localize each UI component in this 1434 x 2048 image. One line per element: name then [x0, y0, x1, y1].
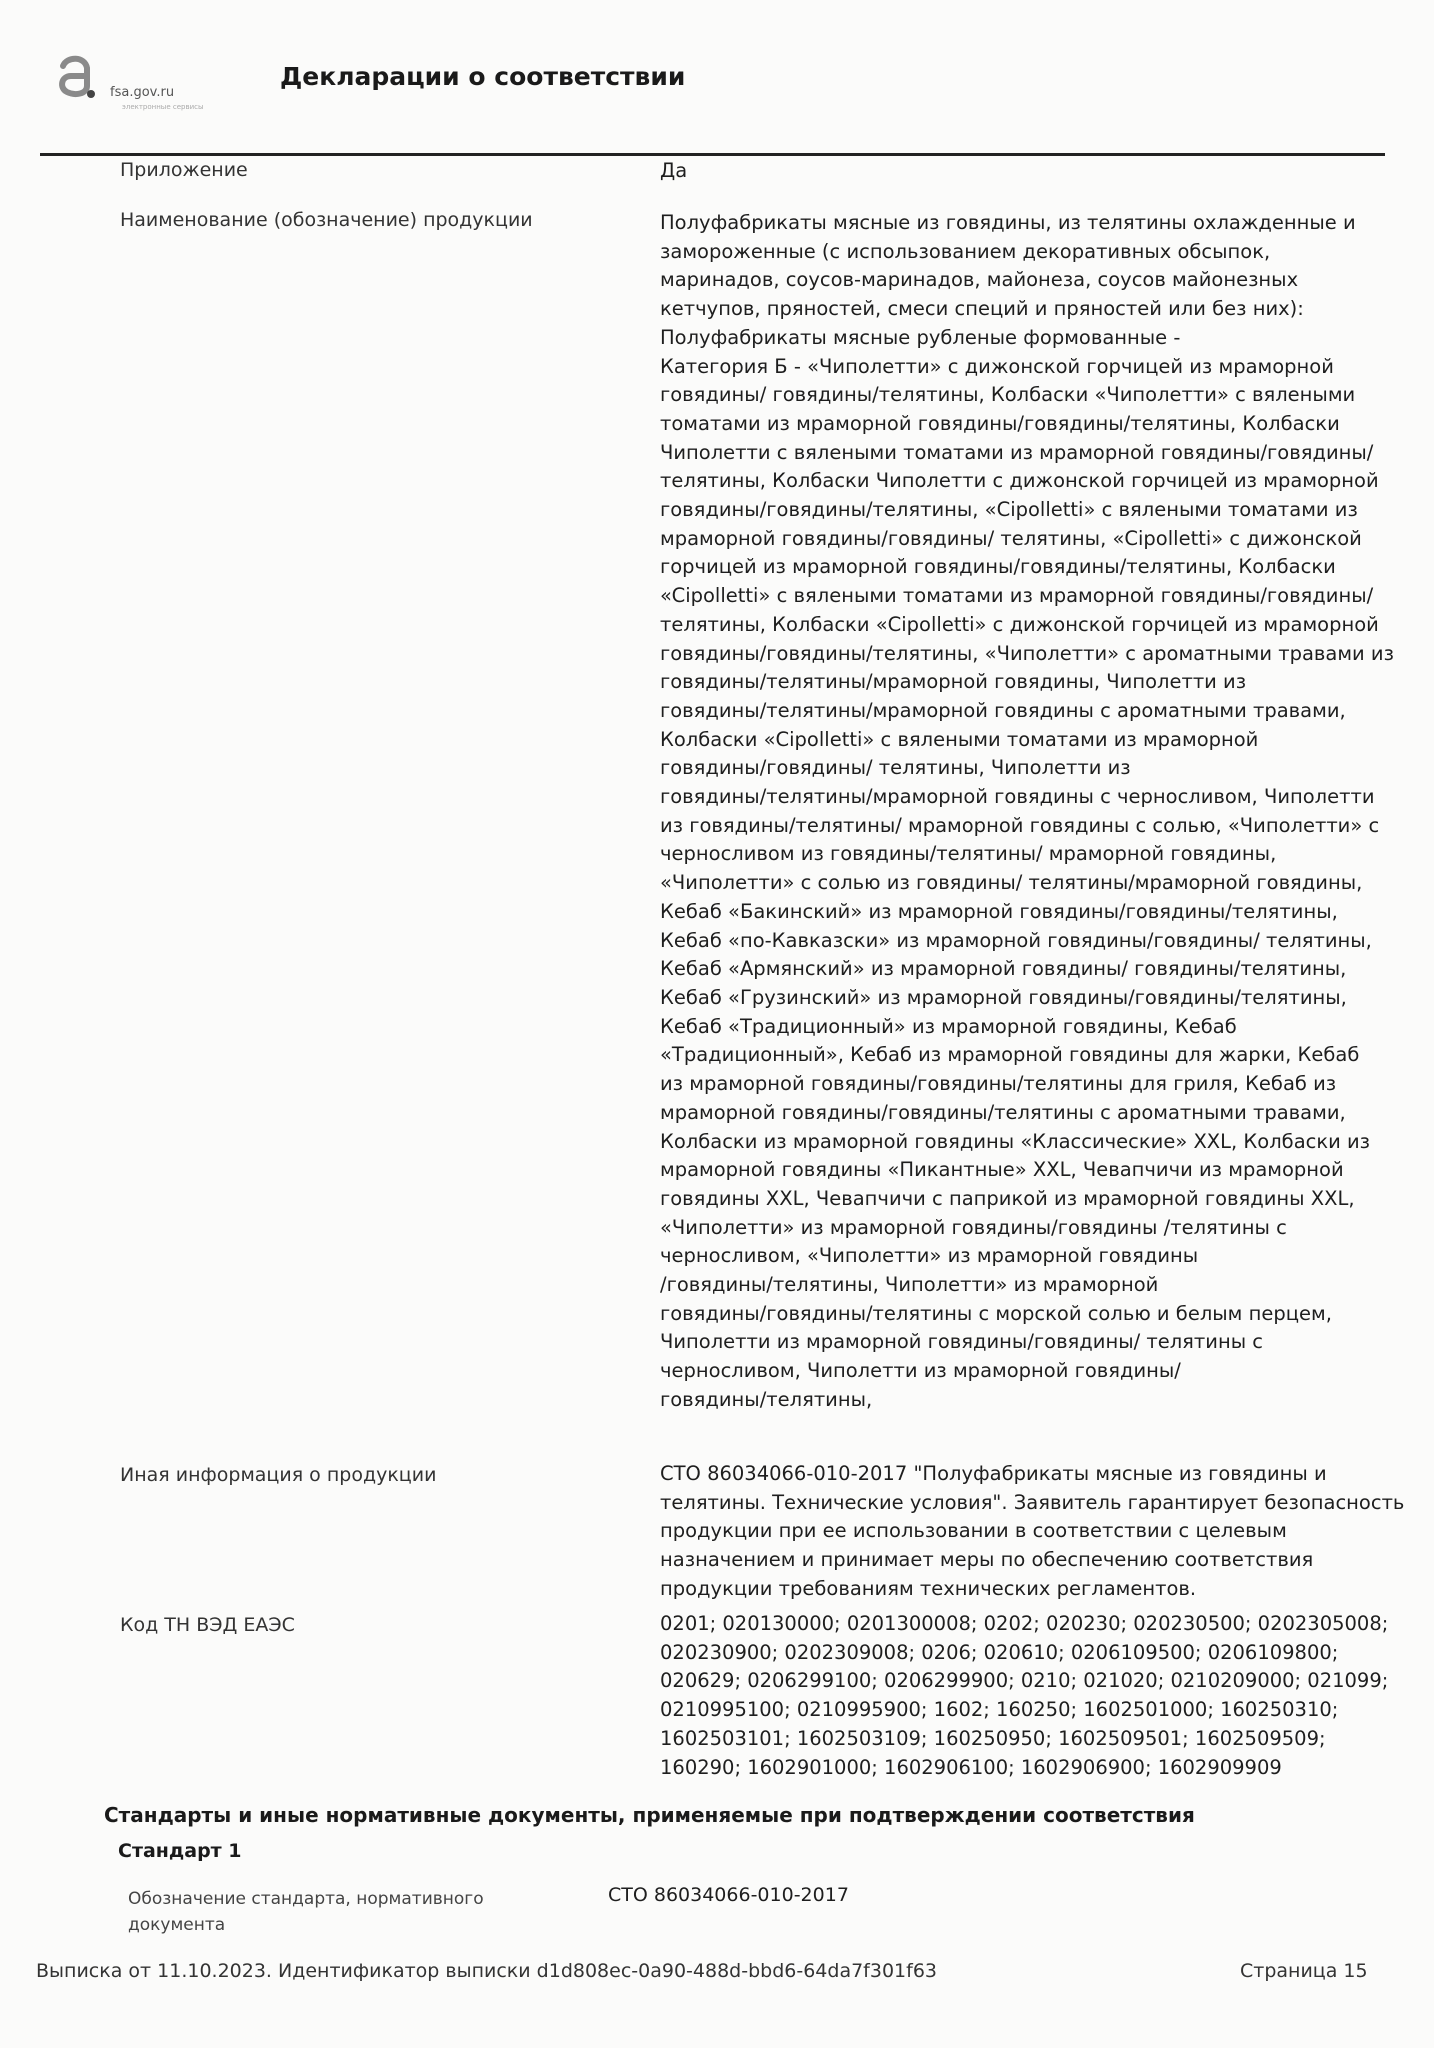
row-value: Да: [660, 159, 688, 182]
text-line: /говядины/телятины, Чиполетти» из мраморной: [660, 1273, 1159, 1297]
row-label: Наименование (обозначение) продукции: [120, 209, 533, 231]
text-line: из мраморной говядины/говядины/телятины для гриля, Кебаб из: [660, 1072, 1337, 1096]
text-line: говядины/телятины/мраморной говядины с черносливом, Чиполетти: [660, 785, 1375, 809]
text-line: говядины/говядины/телятины, «Чиполетти» с ароматными травами из: [660, 641, 1394, 665]
text-line: Чиполетти из мраморной говядины/говядины/ телятины с: [660, 1330, 1264, 1354]
fsa-logo-icon: [55, 52, 95, 100]
text-line: говядины/телятины,: [660, 1387, 873, 1411]
product-name-value: [660, 209, 1392, 1415]
text-line: Полуфабрикаты мясные рубленые формованные -: [660, 325, 1181, 349]
text-line: продукции при ее использовании в соответствии с целевым: [660, 1519, 1287, 1543]
tn-ved-value: [660, 1610, 1392, 1782]
row-label: Иная информация о продукции: [120, 1464, 437, 1486]
text-line: Кебаб «Бакинский» из мраморной говядины/говядины/телятины,: [660, 899, 1338, 923]
text-line: Категория Б - «Чиполетти» с дижонской горчицей из мраморной: [660, 354, 1334, 378]
text-line: говядины/говядины/телятины с морской солью и белым перцем,: [660, 1301, 1332, 1325]
text-line: Полуфабрикаты мясные из говядины, из телятины охлажденные и: [660, 211, 1356, 234]
text-line: черносливом, Чиполетти из мраморной говядины/: [660, 1359, 1181, 1383]
text-line: назначением и принимает меры по обеспечению соответствия: [660, 1548, 1314, 1572]
standard-designation-label: Обозначение стандарта, нормативного документа: [128, 1889, 484, 1935]
text-line: говядины/говядины/ телятины, Чиполетти из: [660, 756, 1131, 780]
text-line: Колбаски из мраморной говядины «Классические» XXL, Колбаски из: [660, 1129, 1371, 1153]
text-line: из говядины/телятины/ мраморной говядины с солью, «Чиполетти» с: [660, 813, 1380, 837]
text-line: говядины/ говядины/телятины, Колбаски «Чиполетти» с вялеными: [660, 383, 1356, 407]
text-line: говядины XXL, Чевапчичи с паприкой из мраморной говядины XXL,: [660, 1186, 1355, 1210]
text-line: говядины/телятины/мраморной говядины с ароматными травами,: [660, 698, 1346, 722]
text-line: мраморной говядины/говядины/ телятины, «Cipolletti» с дижонской: [660, 526, 1362, 550]
text-line: 020629; 0206299100; 0206299900; 0210; 021020; 0210209000; 021099;: [660, 1669, 1389, 1693]
logo-subtitle: электронные сервисы: [122, 103, 204, 111]
text-line: 1602503101; 1602503109; 160250950; 1602509501; 1602509509;: [660, 1726, 1326, 1750]
footer-page-number: Страница 15: [1240, 1960, 1368, 1982]
row-label: Код ТН ВЭД ЕАЭС: [120, 1614, 295, 1636]
text-line: горчицей из мраморной говядины/говядины/телятины, Колбаски: [660, 555, 1336, 579]
text-line: мраморной говядины/говядины/телятины с ароматными травами,: [660, 1100, 1346, 1124]
text-line: «Чиполетти» из мраморной говядины/говядины /телятины с: [660, 1215, 1287, 1239]
standard-designation-value: СТО 86034066-010-2017: [608, 1884, 849, 1906]
page-title: Декларации о соответствии: [280, 62, 686, 91]
text-line: 160290; 1602901000; 1602906100; 1602906900; 1602909909: [660, 1755, 1282, 1779]
standards-section-title: Стандарты и иные нормативные документы, применяемые при подтверждении соответствия: [104, 1803, 1195, 1827]
text-line: телятины, Колбаски Чиполетти с дижонской горчицей из мраморной: [660, 469, 1379, 493]
text-line: Кебаб «Армянский» из мраморной говядины/ говядины/телятины,: [660, 957, 1347, 981]
text-line: говядины/говядины/телятины, «Cipolletti» с вялеными томатами из: [660, 498, 1358, 522]
text-line: «Cipolletti» с вялеными томатами из мраморной говядины/говядины/: [660, 584, 1374, 608]
text-line: Кебаб «Традиционный» из мраморной говядины, Кебаб: [660, 1014, 1237, 1038]
text-line: мраморной говядины «Пикантные» XXL, Чевапчичи из мраморной: [660, 1158, 1344, 1182]
text-line: говядины/телятины/мраморной говядины, Чиполетти из: [660, 670, 1247, 694]
text-line: 0201; 020130000; 0201300008; 0202; 020230; 020230500; 0202305008;: [660, 1612, 1389, 1635]
text-line: «Традиционный», Кебаб из мраморной говядины для жарки, Кебаб: [660, 1043, 1360, 1067]
standard-title: Стандарт 1: [118, 1840, 242, 1862]
footer-extract-info: Выписка от 11.10.2023. Идентификатор выписки d1d808ec-0a90-488d-bbd6-64da7f301f63: [36, 1960, 937, 1982]
text-line: маринадов, соусов-маринадов, майонеза, соусов майонезных: [660, 268, 1299, 292]
text-line: телятины, Колбаски «Cipolletti» с дижонской горчицей из мраморной: [660, 612, 1379, 636]
text-line: черносливом, «Чиполетти» из мраморной говядины: [660, 1244, 1199, 1268]
row-label: Приложение: [120, 159, 248, 181]
logo-domain: fsa.gov.ru: [110, 85, 175, 100]
text-line: «Чиполетти» с солью из говядины/ телятины/мраморной говядины,: [660, 871, 1363, 895]
text-line: 0210995100; 0210995900; 1602; 160250; 1602501000; 160250310;: [660, 1698, 1339, 1722]
text-line: телятины. Технические условия". Заявитель гарантирует безопасность: [660, 1490, 1405, 1514]
text-line: Чиполетти с вялеными томатами из мраморной говядины/говядины/: [660, 440, 1374, 464]
text-line: замороженные (с использованием декоративных обсыпок,: [660, 239, 1271, 263]
text-line: Колбаски «Cipolletti» с вялеными томатами из мраморной: [660, 727, 1259, 751]
text-line: Кебаб «Грузинский» из мраморной говядины/говядины/телятины,: [660, 985, 1347, 1009]
text-line: СТО 86034066-010-2017 "Полуфабрикаты мясные из говядины и: [660, 1462, 1327, 1485]
text-line: томатами из мраморной говядины/говядины/телятины, Колбаски: [660, 411, 1340, 435]
text-line: Кебаб «по-Кавказски» из мраморной говядины/говядины/ телятины,: [660, 928, 1372, 952]
text-line: продукции требованиям технических регламентов.: [660, 1576, 1197, 1600]
text-line: 020230900; 0202309008; 0206; 020610; 0206109500; 0206109800;: [660, 1640, 1339, 1664]
text-line: кетчупов, пряностей, смеси специй и пряностей или без них):: [660, 297, 1304, 321]
other-info-value: [660, 1460, 1405, 1604]
text-line: черносливом из говядины/телятины/ мраморной говядины,: [660, 842, 1277, 866]
